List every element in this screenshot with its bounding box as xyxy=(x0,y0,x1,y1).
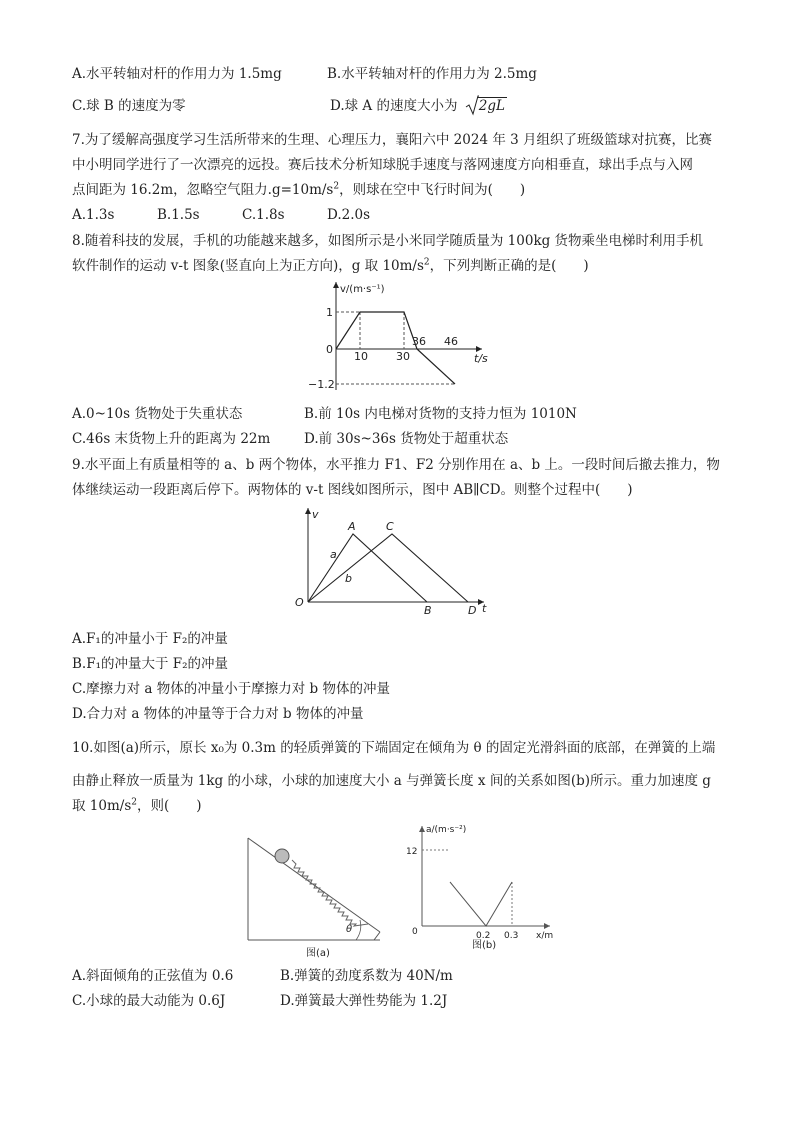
q9-o-label: O xyxy=(295,596,304,609)
q8-x-tick-30: 30 xyxy=(396,350,410,363)
q8-stem-line1: 8.随着科技的发展，手机的功能越来越多，如图所示是小米同学随质量为 100kg 货物乘坐电梯时利用手机 xyxy=(72,233,704,249)
q10-option-c: C.小球的最大动能为 0.6J xyxy=(72,993,226,1009)
sqrt-radicand: 2gL xyxy=(478,98,505,114)
q10-figure-a xyxy=(244,832,394,962)
q9-D-label: D xyxy=(468,604,477,617)
q6-option-b: B.水平转轴对杆的作用力为 2.5mg xyxy=(327,66,537,82)
q10b-x-tick-02: 0.2 xyxy=(476,931,491,941)
q10b-y-tick-12: 12 xyxy=(406,847,418,857)
theta-label: θ xyxy=(346,924,353,935)
q9-B-label: B xyxy=(424,604,432,617)
q8-option-c: C.46s 末货物上升的距离为 22m xyxy=(72,431,271,447)
q8-y-tick-0: 0 xyxy=(326,343,333,356)
q9-a-label: a xyxy=(330,548,337,561)
q10-stem-line3 xyxy=(72,796,202,816)
q10-stem-line1: 10.如图(a)所示，原长 x₀为 0.3m 的轻质弹簧的下端固定在倾角为 θ 的固定光滑斜面的底部，在弹簧的上端 xyxy=(72,740,716,756)
q8-stem-line2 xyxy=(72,256,589,276)
q6-option-c: C.球 B 的速度为零 xyxy=(72,98,186,114)
q10-stem-line3a: 取 10m/s xyxy=(72,798,132,814)
q7-stem-line3 xyxy=(72,180,525,200)
q8-x-tick-46: 46 xyxy=(444,335,458,348)
spring-coil xyxy=(292,860,368,926)
q10b-x-label: x/m xyxy=(536,931,554,941)
q9-line-a xyxy=(308,534,427,602)
q9-vt-graph xyxy=(292,506,492,616)
q8-option-a: A.0~10s 货物处于失重状态 xyxy=(72,406,243,422)
q10-option-b: B.弹簧的劲度系数为 40N/m xyxy=(280,968,453,984)
q7-stem-line1: 7.为了缓解高强度学习生活所带来的生理、心理压力，襄阳六中 2024 年 3 月组织了班级篮球对抗赛，比赛 xyxy=(72,132,712,148)
q10b-x-tick-0: 0 xyxy=(412,927,418,937)
fig-a-caption: 图(a) xyxy=(306,948,330,959)
q8-vt-line xyxy=(336,312,455,384)
q7-stem-line3b: ，则球在空中飞行时间为( ) xyxy=(339,182,526,198)
q8-y-tick-1: 1 xyxy=(326,306,333,319)
fig-b-caption: 图(b) xyxy=(472,940,497,951)
q10-option-a: A.斜面倾角的正弦值为 0.6 xyxy=(72,968,234,984)
q8-vt-graph xyxy=(300,278,500,398)
q9-b-label: b xyxy=(345,572,352,585)
q10b-ax-line xyxy=(450,882,512,926)
q10b-y-label: a/(m·s⁻²) xyxy=(426,825,467,835)
q9-A-label: A xyxy=(348,520,356,533)
q7-option-a: A.1.3s xyxy=(72,207,115,223)
q6-option-a: A.水平转轴对杆的作用力为 1.5mg xyxy=(72,66,282,82)
q10-stem-line3b: ，则( ) xyxy=(136,798,202,814)
wall-block xyxy=(374,932,380,940)
q8-x-tick-10: 10 xyxy=(354,350,368,363)
q8-x-axis-label: t/s xyxy=(474,352,488,365)
q8-stem-line2b: ，下列判断正确的是( ) xyxy=(429,258,589,274)
q7-option-d: D.2.0s xyxy=(327,207,371,223)
q9-option-c: C.摩擦力对 a 物体的冲量小于摩擦力对 b 物体的冲量 xyxy=(72,681,390,697)
q7-option-b: B.1.5s xyxy=(157,207,200,223)
q9-option-a: A.F₁的冲量小于 F₂的冲量 xyxy=(72,631,228,647)
ball-icon xyxy=(275,849,289,863)
q8-x-tick-36: 36 xyxy=(412,335,426,348)
sqrt-formula xyxy=(465,96,507,116)
q8-y-tick-neg: −1.2 xyxy=(308,378,335,391)
q9-v-label: v xyxy=(312,508,319,521)
q10-option-d: D.弹簧最大弹性势能为 1.2J xyxy=(280,993,448,1009)
q8-stem-line2a: 软件制作的运动 v-t 图象(竖直向上为正方向)，g 取 10m/s xyxy=(72,258,424,274)
q10-figure-b xyxy=(400,822,560,952)
q6-option-d xyxy=(330,96,507,116)
q8-option-b: B.前 10s 内电梯对货物的支持力恒为 1010N xyxy=(304,406,577,422)
q9-option-b: B.F₁的冲量大于 F₂的冲量 xyxy=(72,656,229,672)
q10b-x-tick-03: 0.3 xyxy=(504,931,519,941)
q9-stem-line1: 9.水平面上有质量相等的 a、b 两个物体，水平推力 F1、F2 分别作用在 a、b 上。一段时间后撤去推力，物 xyxy=(72,457,720,473)
q9-stem-line2: 体继续运动一段距离后停下。两物体的 v-t 图线如图所示，图中 AB∥CD。则整个过程中( ) xyxy=(72,482,633,498)
q7-stem-line3a: 点间距为 16.2m，忽略空气阻力.g=10m/s xyxy=(72,182,334,198)
q9-option-d: D.合力对 a 物体的冲量等于合力对 b 物体的冲量 xyxy=(72,706,364,722)
sqrt-sign-icon xyxy=(465,95,479,115)
q7-option-c: C.1.8s xyxy=(242,207,285,223)
incline-slope xyxy=(248,838,380,932)
q8-exp: 2 xyxy=(423,257,430,268)
q10-stem-line2: 由静止释放一质量为 1kg 的小球，小球的加速度大小 a 与弹簧长度 x 间的关系如图(b)所示。重力加速度 g xyxy=(72,773,711,789)
q6-option-d-text: D.球 A 的速度大小为 xyxy=(330,98,458,114)
q8-option-d: D.前 30s~36s 货物处于超重状态 xyxy=(304,431,509,447)
q9-line-b xyxy=(308,534,468,602)
theta-arc xyxy=(356,920,361,940)
q9-C-label: C xyxy=(386,520,394,533)
q10-exp: 2 xyxy=(131,797,137,808)
q7-exp: 2 xyxy=(333,181,340,192)
q9-t-label: t xyxy=(482,602,487,615)
q7-stem-line2: 中小明同学进行了一次漂亮的远投。赛后技术分析知球脱手速度与落网速度方向相垂直，球出手点与入网 xyxy=(72,157,693,173)
q8-y-axis-label: v/(m·s⁻¹) xyxy=(340,284,385,295)
